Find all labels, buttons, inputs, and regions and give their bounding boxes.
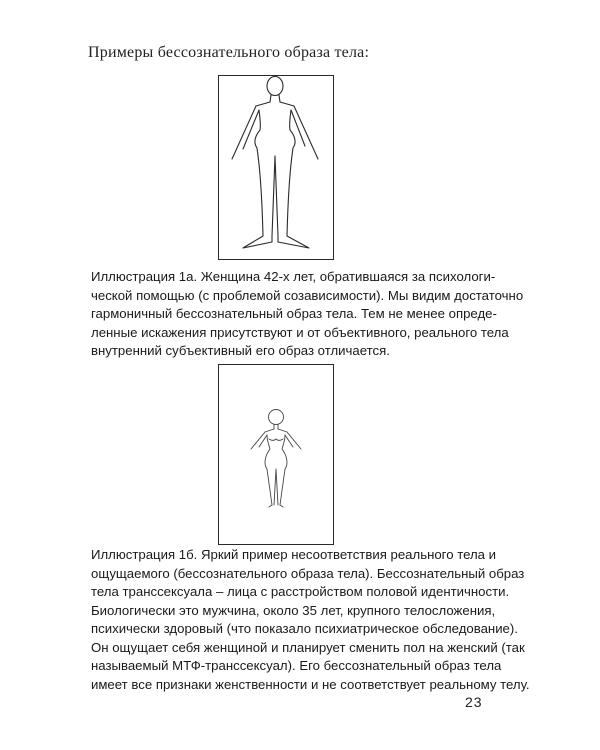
caption-line: Он ощущает себя женщиной и планирует сменить пол на женский (так — [91, 639, 525, 655]
caption-line: гармоничный бессознательный образ тела. Тем не менее опреде- — [91, 306, 497, 321]
caption-line: психически здоровый (что показало психиатрическое обследование). — [91, 621, 518, 636]
caption-line: имеет все признаки женственности и не соответствует реальному телу. — [91, 676, 530, 692]
figure-shoulders — [265, 429, 287, 432]
figure-feet — [243, 236, 309, 248]
caption-line: внутренний субъективный его образ отличается. — [91, 343, 390, 358]
body-image-drawing-1b — [219, 365, 333, 544]
figure-head — [267, 77, 283, 96]
figure-head — [269, 410, 284, 425]
figure-right-arm — [291, 106, 318, 159]
figure-neck — [270, 95, 280, 102]
figure-neck — [274, 425, 278, 430]
caption-line: ческой помощью (с проблемой созависимости). Мы видим достаточно — [91, 287, 524, 303]
figure-torso-right — [282, 435, 287, 469]
caption-line: Биологически это мужчина, около 35 лет, крупного телосложения, — [91, 602, 496, 618]
figure-feet — [269, 505, 283, 507]
illustration-1b-caption — [91, 546, 530, 694]
body-image-drawing-1a — [219, 76, 333, 259]
illustration-1b-frame — [218, 364, 334, 545]
figure-torso-right — [287, 110, 295, 236]
figure-torso-left — [255, 110, 263, 236]
caption-line: ленные искажения присутствуют и от объективного, реального тела — [91, 324, 509, 340]
caption-line: называемый МТФ-транссексуал). Его бессознательный образ тела — [91, 658, 502, 673]
figure-shoulders — [256, 102, 294, 106]
figure-torso-left — [265, 435, 270, 469]
caption-line: тела транссексуала – лица с расстройством половой идентичности. — [91, 584, 510, 599]
figure-bust — [269, 439, 283, 441]
figure-right-arm — [285, 432, 301, 449]
illustration-1a-frame — [218, 75, 334, 260]
figure-legs — [267, 469, 285, 505]
page-number: 23 — [465, 694, 483, 710]
figure-left-arm — [232, 106, 259, 159]
figure-left-arm — [251, 432, 267, 449]
illustration-1a-caption — [91, 268, 524, 361]
figure-inner-legs — [272, 156, 278, 236]
page-heading: Примеры бессознательного образа тела: — [88, 44, 370, 61]
caption-line: ощущаемого (бессознательного образа тела). Бессознательный образ — [91, 565, 525, 581]
caption-line: Иллюстрация 1а. Женщина 42-х лет, обратившаяся за психологи- — [91, 269, 496, 284]
caption-line: Иллюстрация 1б. Яркий пример несоответствия реального тела и — [91, 547, 497, 562]
